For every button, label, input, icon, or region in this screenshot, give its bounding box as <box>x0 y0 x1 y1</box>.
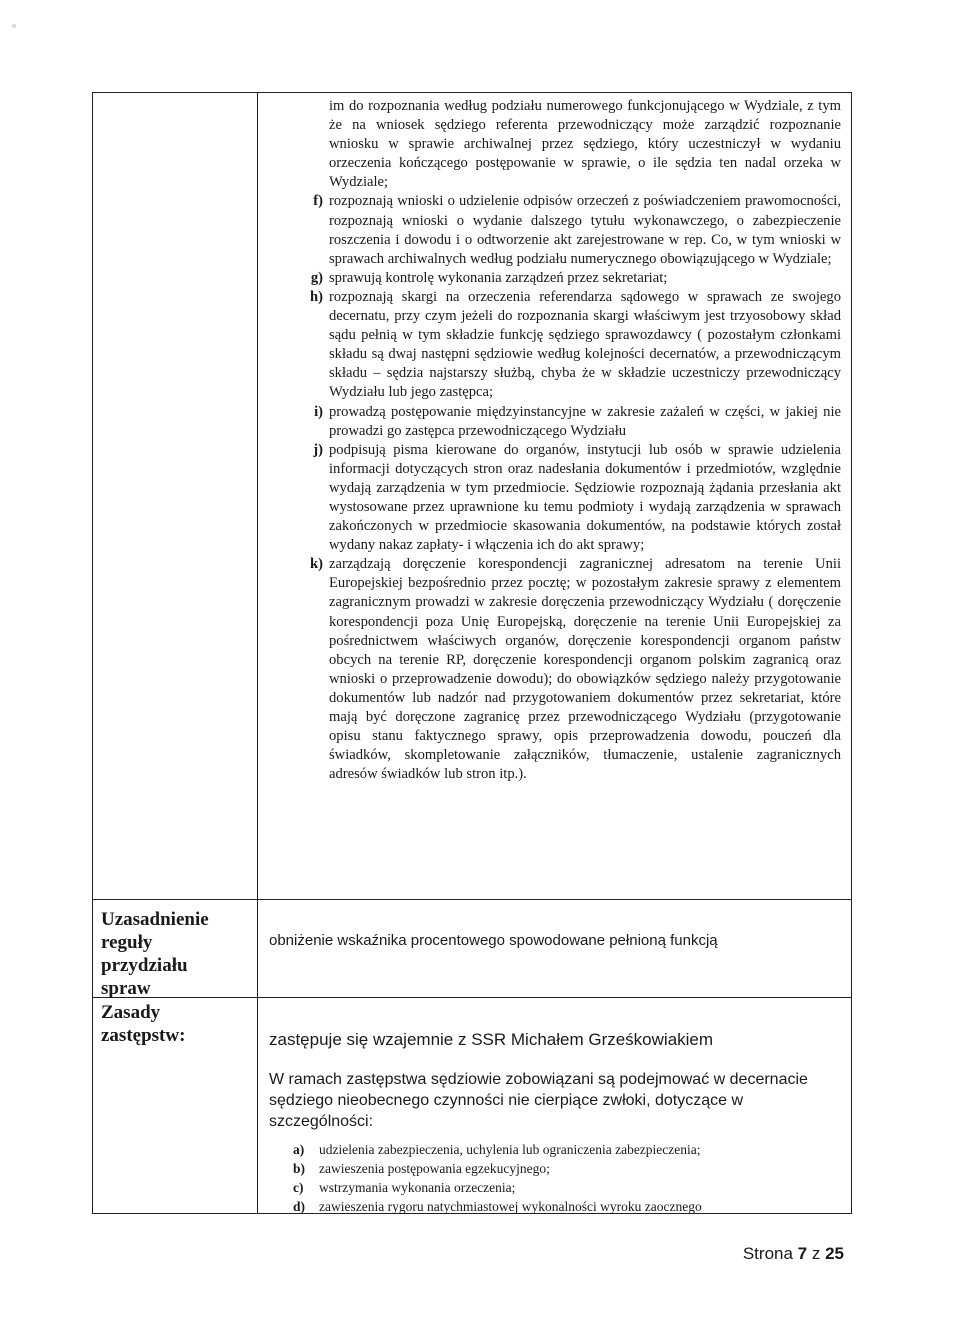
total-pages: 25 <box>825 1244 844 1263</box>
item-label: i) <box>314 403 323 420</box>
duty-item <box>310 269 841 288</box>
duty-item <box>310 288 841 403</box>
item-text: zawieszenia rygoru natychmiastowej wykonalności wyroku zaocznego <box>319 1199 702 1214</box>
item-text: podpisują pisma kierowane do organów, instytucji lub osób w sprawie udzielenia informacji dotyczących stron oraz nadesłania dokumentów i przedmiotów, względnie wydają zarządzenia w tym przedmiocie. Sędziowie rozpoznają żądania przesłania akt wystosowane przez uprawnione ku temu podmioty i wydają zarządzenia w sprawach zakończonych w przedmiocie skasowania dokumentów, na podstawie których został wydany nakaz zapłaty- i włączenia ich do akt sprawy; <box>329 441 841 554</box>
zastepstwa-item <box>269 1140 839 1159</box>
item-label: h) <box>310 288 323 305</box>
zastepstwa-intro: W ramach zastępstwa sędziowie zobowiązani są podejmować w decernacie sędziego nieobecnego czynności nie cierpiące zwłoki, dotyczące w szczególności: <box>269 1071 808 1130</box>
item-label: j) <box>313 441 323 458</box>
item-text: udzielenia zabezpieczenia, uchylenia lub ograniczenia zabezpieczenia; <box>319 1142 701 1157</box>
rules-table <box>92 92 852 1214</box>
item-label: d) <box>293 1199 306 1214</box>
duty-item <box>314 403 841 441</box>
zastepstwa-label: Zasady zastępstw: <box>101 1002 186 1046</box>
item-text: rozpoznają wnioski o udzielenie odpisów orzeczeń z poświadczeniem prawomocności, rozpoznają wnioski o wydanie dalszego tytułu wykonawczego, o zabezpieczenie roszczenia i dowodu i o odtworzenie akt zarejestrowane w rep. Co, w tym wnioski w sprawach archiwalnych według podziału numerycznego obowiązującego w Wydziale; <box>329 193 841 267</box>
item-label: k) <box>310 556 323 573</box>
duty-item <box>313 192 841 268</box>
item-text: sprawują kontrolę wykonania zarządzeń przez sekretariat; <box>329 269 668 286</box>
duty-item <box>313 441 841 556</box>
row-divider <box>93 899 851 900</box>
uzasadnienie-text: obniżenie wskaźnika procentowego spowodowane pełnioną funkcją <box>269 932 718 949</box>
column-divider <box>257 93 258 1213</box>
zastepstwa-item <box>269 1159 839 1178</box>
item-label: f) <box>313 193 323 210</box>
item-text: wstrzymania wykonania orzeczenia; <box>319 1180 516 1195</box>
zastepstwa-line: zastępuje się wzajemnie z SSR Michałem Grześkowiakiem <box>269 1030 714 1049</box>
scan-speck <box>12 24 16 28</box>
item-text: zawieszenia postępowania egzekucyjnego; <box>319 1161 550 1176</box>
item-label: a) <box>293 1142 305 1157</box>
item-text: zarządzają doręczenie korespondencji zagranicznej adresatom na terenie Unii Europejskiej bezpośrednio przez pocztę; w pozostałym zakresie sprawy z elementem zagranicznym prowadzi w zakresie doręczenia przewodniczący Wydziału ( doręczenie korespondencji poza Unię Europejską, doręczenie na terenie Unii Europejskiej za pośrednictwem właściwych organów, doręczenie korespondencji organom państw obcych na terenie RP, doręczenie korespondencji organom polskim zagranicą oraz wnioski o przeprowadzenie dowodu); do obowiązków sędziego należy przygotowanie dokumentów lub nadzór nad przygotowaniem dokumentów przez sekretariat, które mają być doręczone zagranicę przez przewodniczącego Wydziału (przygotowanie opisu stanu faktycznego sprawy, opis przeprowadzenia dowodu, pouczeń dla świadków, skompletowanie załączników, tłumaczenie, ustalenie zagranicznych adresów świadków lub stron itp.). <box>329 556 841 783</box>
item-label: c) <box>293 1180 304 1195</box>
item-label: b) <box>293 1161 306 1176</box>
item-label: g) <box>310 269 323 286</box>
duties-intro: im do rozpoznania według podziału numerowego funkcjonującego w Wydziale, z tym że na wniosek sędziego referenta przewodniczący może zarządzić rozpoznanie wniosku w sprawie archiwalnej przez sędziego, który uczestniczył w wydaniu orzeczenia kończącego postępowanie w sprawie, o ile sędzia ten nadal orzeka w Wydziale; <box>329 98 841 191</box>
zastepstwa-item <box>269 1197 839 1216</box>
duty-item <box>310 555 841 784</box>
duties-text <box>310 97 841 784</box>
page-number <box>743 1244 844 1264</box>
zastepstwa-item <box>269 1178 839 1197</box>
zastepstwa-content <box>269 1029 839 1216</box>
uzasadnienie-label: Uzasadnienie reguły przydziału spraw <box>101 909 209 999</box>
current-page: 7 <box>797 1244 808 1263</box>
item-text: prowadzą postępowanie międzyinstancyjne w zakresie zażaleń w części, w jakiej nie prowadzi go zastępca przewodniczącego Wydziału <box>329 403 841 439</box>
page-prefix: Strona <box>742 1244 798 1263</box>
page-sep: z <box>807 1244 826 1263</box>
item-text: rozpoznają skargi na orzeczenia referendarza sądowego w sprawach ze swojego decernatu, przy czym jeżeli do rozpoznania skargi właściwym jest trzyosobowy skład sądu pełnią w tym składzie funkcję sędziego sprawozdawcy ( pozostałym członkami składu są dwaj następni sędziowie według kolejności decernatów, a przewodniczącym składu – sędzia najstarszy służbą, chyba że w składzie uczestniczy przewodniczący Wydziału lub jego zastępca; <box>329 288 841 401</box>
